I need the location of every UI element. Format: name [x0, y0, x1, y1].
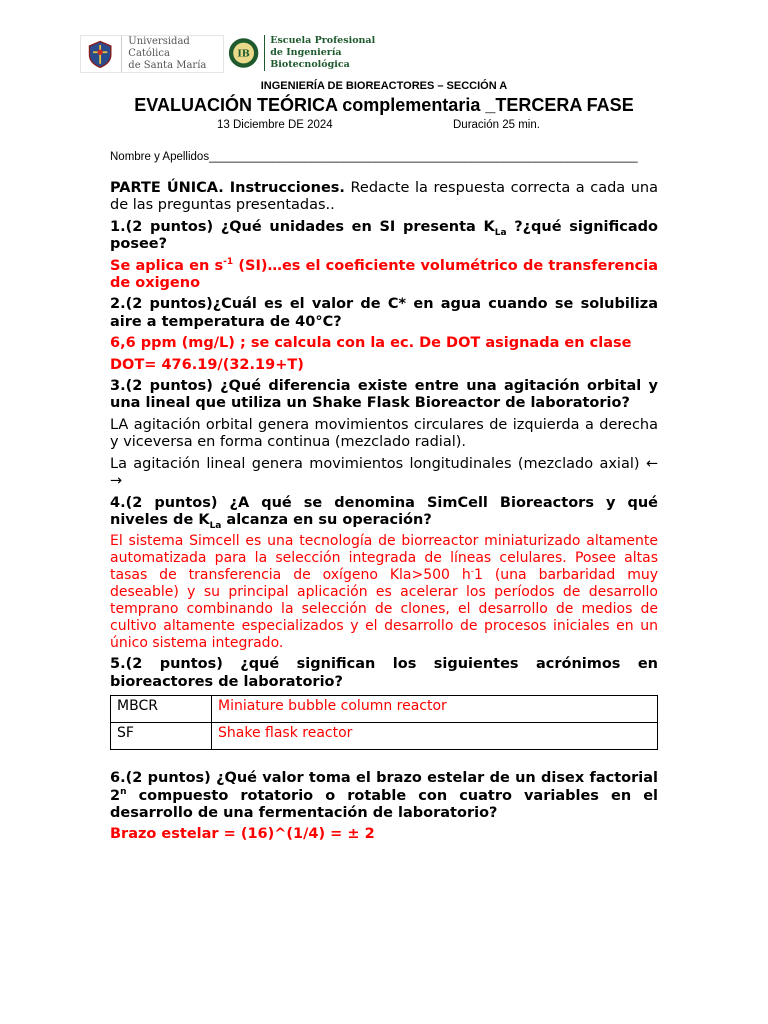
question-1-text-end: ?¿qué significado posee?: [110, 218, 658, 253]
school-logo: [228, 33, 404, 73]
course-header: INGENIERÍA DE BIOREACTORES – SECCIÓN A: [260, 80, 508, 92]
answer-4-superscript: -: [470, 566, 474, 577]
question-1-text: 1.(2 puntos) ¿Qué unidades en SI presenta K: [110, 218, 495, 235]
answer-4-text-end: 1 (una barbaridad muy deseable) y su principal aplicación es acelerar los períodos de desarrollo temprano combinando la selección de clones, el desarrollo de medios de cultivo altamente especializados y el desarrollo de procesos iniciales en un único sistema integrado.: [110, 567, 659, 652]
question-2: 2.(2 puntos)¿Cuál es el valor de C* en agua cuando se solubiliza aire a temperatura de 40°C?: [110, 296, 658, 330]
school-seal-icon: [228, 35, 259, 71]
school-name: [264, 35, 404, 71]
acronym-cell: MBCR: [111, 696, 212, 723]
question-6-text: 6.(2 puntos) ¿Qué valor toma el brazo estelar de un disex factorial 2: [110, 770, 658, 804]
question-4-text-end: alcanza en su operación?: [221, 511, 432, 528]
question-6: [110, 770, 658, 822]
acronyms-table: [110, 695, 658, 750]
exam-date: 13 Diciembre DE 2024: [217, 119, 333, 131]
question-1: [110, 219, 658, 254]
table-row: [111, 723, 658, 750]
instructions-label: PARTE ÚNICA. Instrucciones.: [110, 180, 345, 196]
answer-1: [110, 258, 658, 293]
exam-duration: Duración 25 min.: [453, 119, 540, 131]
school-seal-text: IB: [237, 48, 250, 60]
question-6-text-end: compuesto rotatorio o rotable con cuatro variables en el desarrollo de una fermentación de laboratorio?: [110, 787, 658, 821]
question-6-superscript: n: [120, 786, 127, 797]
question-4: [110, 495, 658, 530]
answer-2-formula: DOT= 476.19/(32.19+T): [110, 356, 304, 373]
name-field[interactable]: Nombre y Apellidos___________________________________________________________________: [110, 151, 638, 163]
answer-6: Brazo estelar = (16)^(1/4) = ± 2: [110, 826, 375, 843]
answer-4: [110, 533, 658, 652]
answer-4-text: El sistema Simcell es una tecnología de biorreactor miniaturizado altamente automatizada para la selección integrada de líneas celulares. Posee altas tasas de transferencia de oxígeno Kla>500 h: [110, 533, 658, 584]
exam-title: EVALUACIÓN TEÓRICA complementaria _TERCERA FASE: [134, 95, 634, 115]
university-name-line1: Universidad Católica: [128, 36, 190, 59]
acronym-cell: SF: [111, 723, 212, 750]
meaning-cell: Shake flask reactor: [212, 723, 658, 750]
instructions: [110, 180, 658, 215]
school-name-line1: Escuela Profesional: [270, 35, 376, 46]
answer-3-linear: La agitación lineal genera movimientos longitudinales (mezclado axial) ← →: [110, 455, 658, 490]
university-crest-icon: [85, 37, 115, 71]
university-name-line2: de Santa María: [128, 60, 207, 71]
question-4-text: 4.(2 puntos) ¿A qué se denomina SimCell Bioreactors y qué niveles de K: [110, 494, 658, 528]
question-3: 3.(2 puntos) ¿Qué diferencia existe entre una agitación orbital y una lineal que utiliza un Shake Flask Bioreactor de laboratorio?: [110, 378, 658, 412]
answer-3-orbital: LA agitación orbital genera movimientos circulares de izquierda a derecha y viceversa en forma continua (mezclado radial).: [110, 416, 658, 451]
university-name: [121, 36, 223, 72]
school-name-line2: de Ingeniería Biotecnológica: [270, 47, 350, 70]
question-1-subscript: La: [494, 227, 507, 238]
question-5: 5.(2 puntos) ¿qué significan los siguientes acrónimos en bioreactores de laboratorio?: [110, 656, 658, 690]
question-4-subscript: La: [209, 520, 222, 531]
university-logo: [80, 35, 224, 73]
meaning-cell: Miniature bubble column reactor: [212, 696, 658, 723]
exam-body: [110, 180, 658, 844]
answer-1-text-end: (SI)…es el coeficiente volumétrico de transferencia de oxigeno: [110, 257, 658, 292]
answer-2: 6,6 ppm (mg/L) ; se calcula con la ec. De DOT asignada en clase: [110, 335, 632, 352]
answer-1-superscript: -1: [223, 256, 234, 267]
answer-1-text: Se aplica en s: [110, 257, 224, 274]
table-row: [111, 696, 658, 723]
instructions-text: Redacte la respuesta correcta a cada una de las preguntas presentadas..: [110, 180, 658, 214]
